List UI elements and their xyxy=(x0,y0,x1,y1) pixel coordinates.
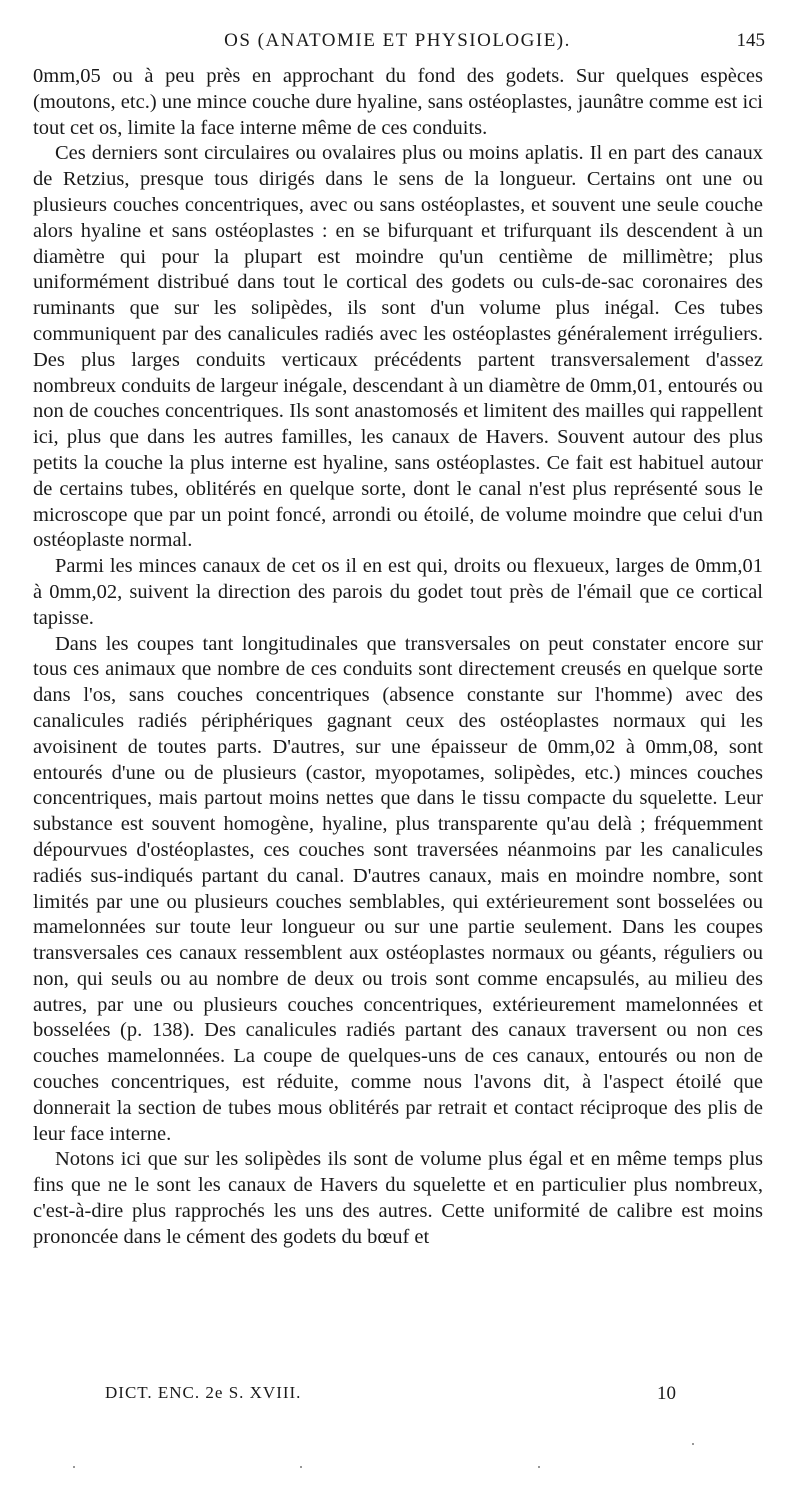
running-title: OS (ANATOMIE ET PHYSIOLOGIE). xyxy=(224,30,571,51)
paragraph: Notons ici que sur les solipèdes ils sont de volume plus égal et en même temps plus fins que ne le sont les canaux de Havers du squelette et en particulier plus nombreux, c'est-à-dire plus rapprochés les uns des autres. Cette uniformité de calibre est moins prononcée dans le cément des godets du bœuf et xyxy=(33,1148,763,1248)
print-speck xyxy=(300,1466,302,1468)
print-speck xyxy=(73,1466,75,1468)
printer-signature: DICT. ENC. 2e S. XVIII. xyxy=(105,1383,302,1402)
paragraph-continued: 0mm,05 ou à peu près en approchant du fond des godets. Sur quelques espèces (moutons, etc.) une mince couche dure hyaline, sans ostéoplastes, jaunâtre comme est ici tout cet os, limite la face interne même de ces conduits. xyxy=(33,65,763,139)
print-speck xyxy=(538,1466,540,1468)
running-head xyxy=(30,30,765,58)
print-speck xyxy=(692,1443,694,1445)
sheet-number: 10 xyxy=(657,1383,676,1404)
paragraph: Parmi les minces canaux de cet os il en est qui, droits ou flexueux, larges de 0mm,01 à 0mm,02, suivent la direction des parois du godet tout près de l'émail que ce cortical tapisse. xyxy=(33,555,763,629)
paragraph: Ces derniers sont circulaires ou ovalaires plus ou moins aplatis. Il en part des canaux de Retzius, presque tous dirigés dans le sens de la longueur. Certains ont une ou plusieurs couches concentriques, avec ou sans ostéoplastes, et souvent une seule couche alors hyaline et sans ostéoplastes : en se bifurquant et trifurquant ils descendent à un diamètre qui pour la plupart est moindre qu'un centième de millimètre; plus uniformément distribué dans tout le cortical des godets ou culs-de-sac coronaires des ruminants que sur les solipèdes, ils sont d'un volume plus inégal. Ces tubes communiquent par des canalicules radiés avec les ostéoplastes généralement irréguliers. Des plus larges conduits verticaux précédents partent transversalement d'assez nombreux conduits de largeur inégale, descendant à un diamètre de 0mm,01, entourés ou non de couches concentriques. Ils sont anastomosés et limitent des mailles qui rappellent ici, plus que dans les autres familles, les canaux de Havers. Souvent autour des plus petits la couche la plus interne est hyaline, sans ostéoplastes. Ce fait est habituel autour de certains tubes, oblitérés en quelque sorte, dont le canal n'est plus représenté sous le microscope que par un point foncé, arrondi ou étoilé, de volume moindre que celui d'un ostéoplaste normal. xyxy=(33,142,763,552)
paragraph: Dans les coupes tant longitudinales que transversales on peut constater encore sur tous ces animaux que nombre de ces conduits sont directement creusés en quelque sorte dans l'os, sans couches concentriques (absence constante sur l'homme) avec des canalicules radiés périphériques gagnant ceux des ostéoplastes normaux qui les avoisinent de toutes parts. D'autres, sur une épaisseur de 0mm,02 à 0mm,08, sont entourés d'une ou de plusieurs (castor, myopotames, solipèdes, etc.) minces couches concentriques, mais partout moins nettes que dans le tissu compacte du squelette. Leur substance est souvent homogène, hyaline, plus transparente qu'au delà ; fréquemment dépourvues d'ostéoplastes, ces couches sont traversées néanmoins par les canalicules radiés sus-indiqués partant du canal. D'autres canaux, mais en moindre nombre, sont limités par une ou plusieurs couches semblables, qui extérieurement sont bosselées ou mamelonnées sur toute leur longueur ou sur une partie seulement. Dans les coupes transversales ces canaux ressemblent aux ostéoplastes normaux ou géants, réguliers ou non, qui seuls ou au nombre de deux ou trois sont comme encapsulés, au milieu des autres, par une ou plusieurs couches concentriques, extérieurement mamelonnées et bosselées (p. 138). Des canalicules radiés partant des canaux traversent ou non ces couches mamelonnées. La coupe de quelques-uns de ces canaux, entourés ou non de couches concentriques, est réduite, comme nous l'avons dit, à l'aspect étoilé que donnerait la section de tubes mous oblitérés par retrait et contact réciproque des plis de leur face interne. xyxy=(33,632,763,1145)
body-text xyxy=(33,64,763,1251)
page-footer xyxy=(105,1383,705,1409)
page-number: 145 xyxy=(736,30,765,51)
